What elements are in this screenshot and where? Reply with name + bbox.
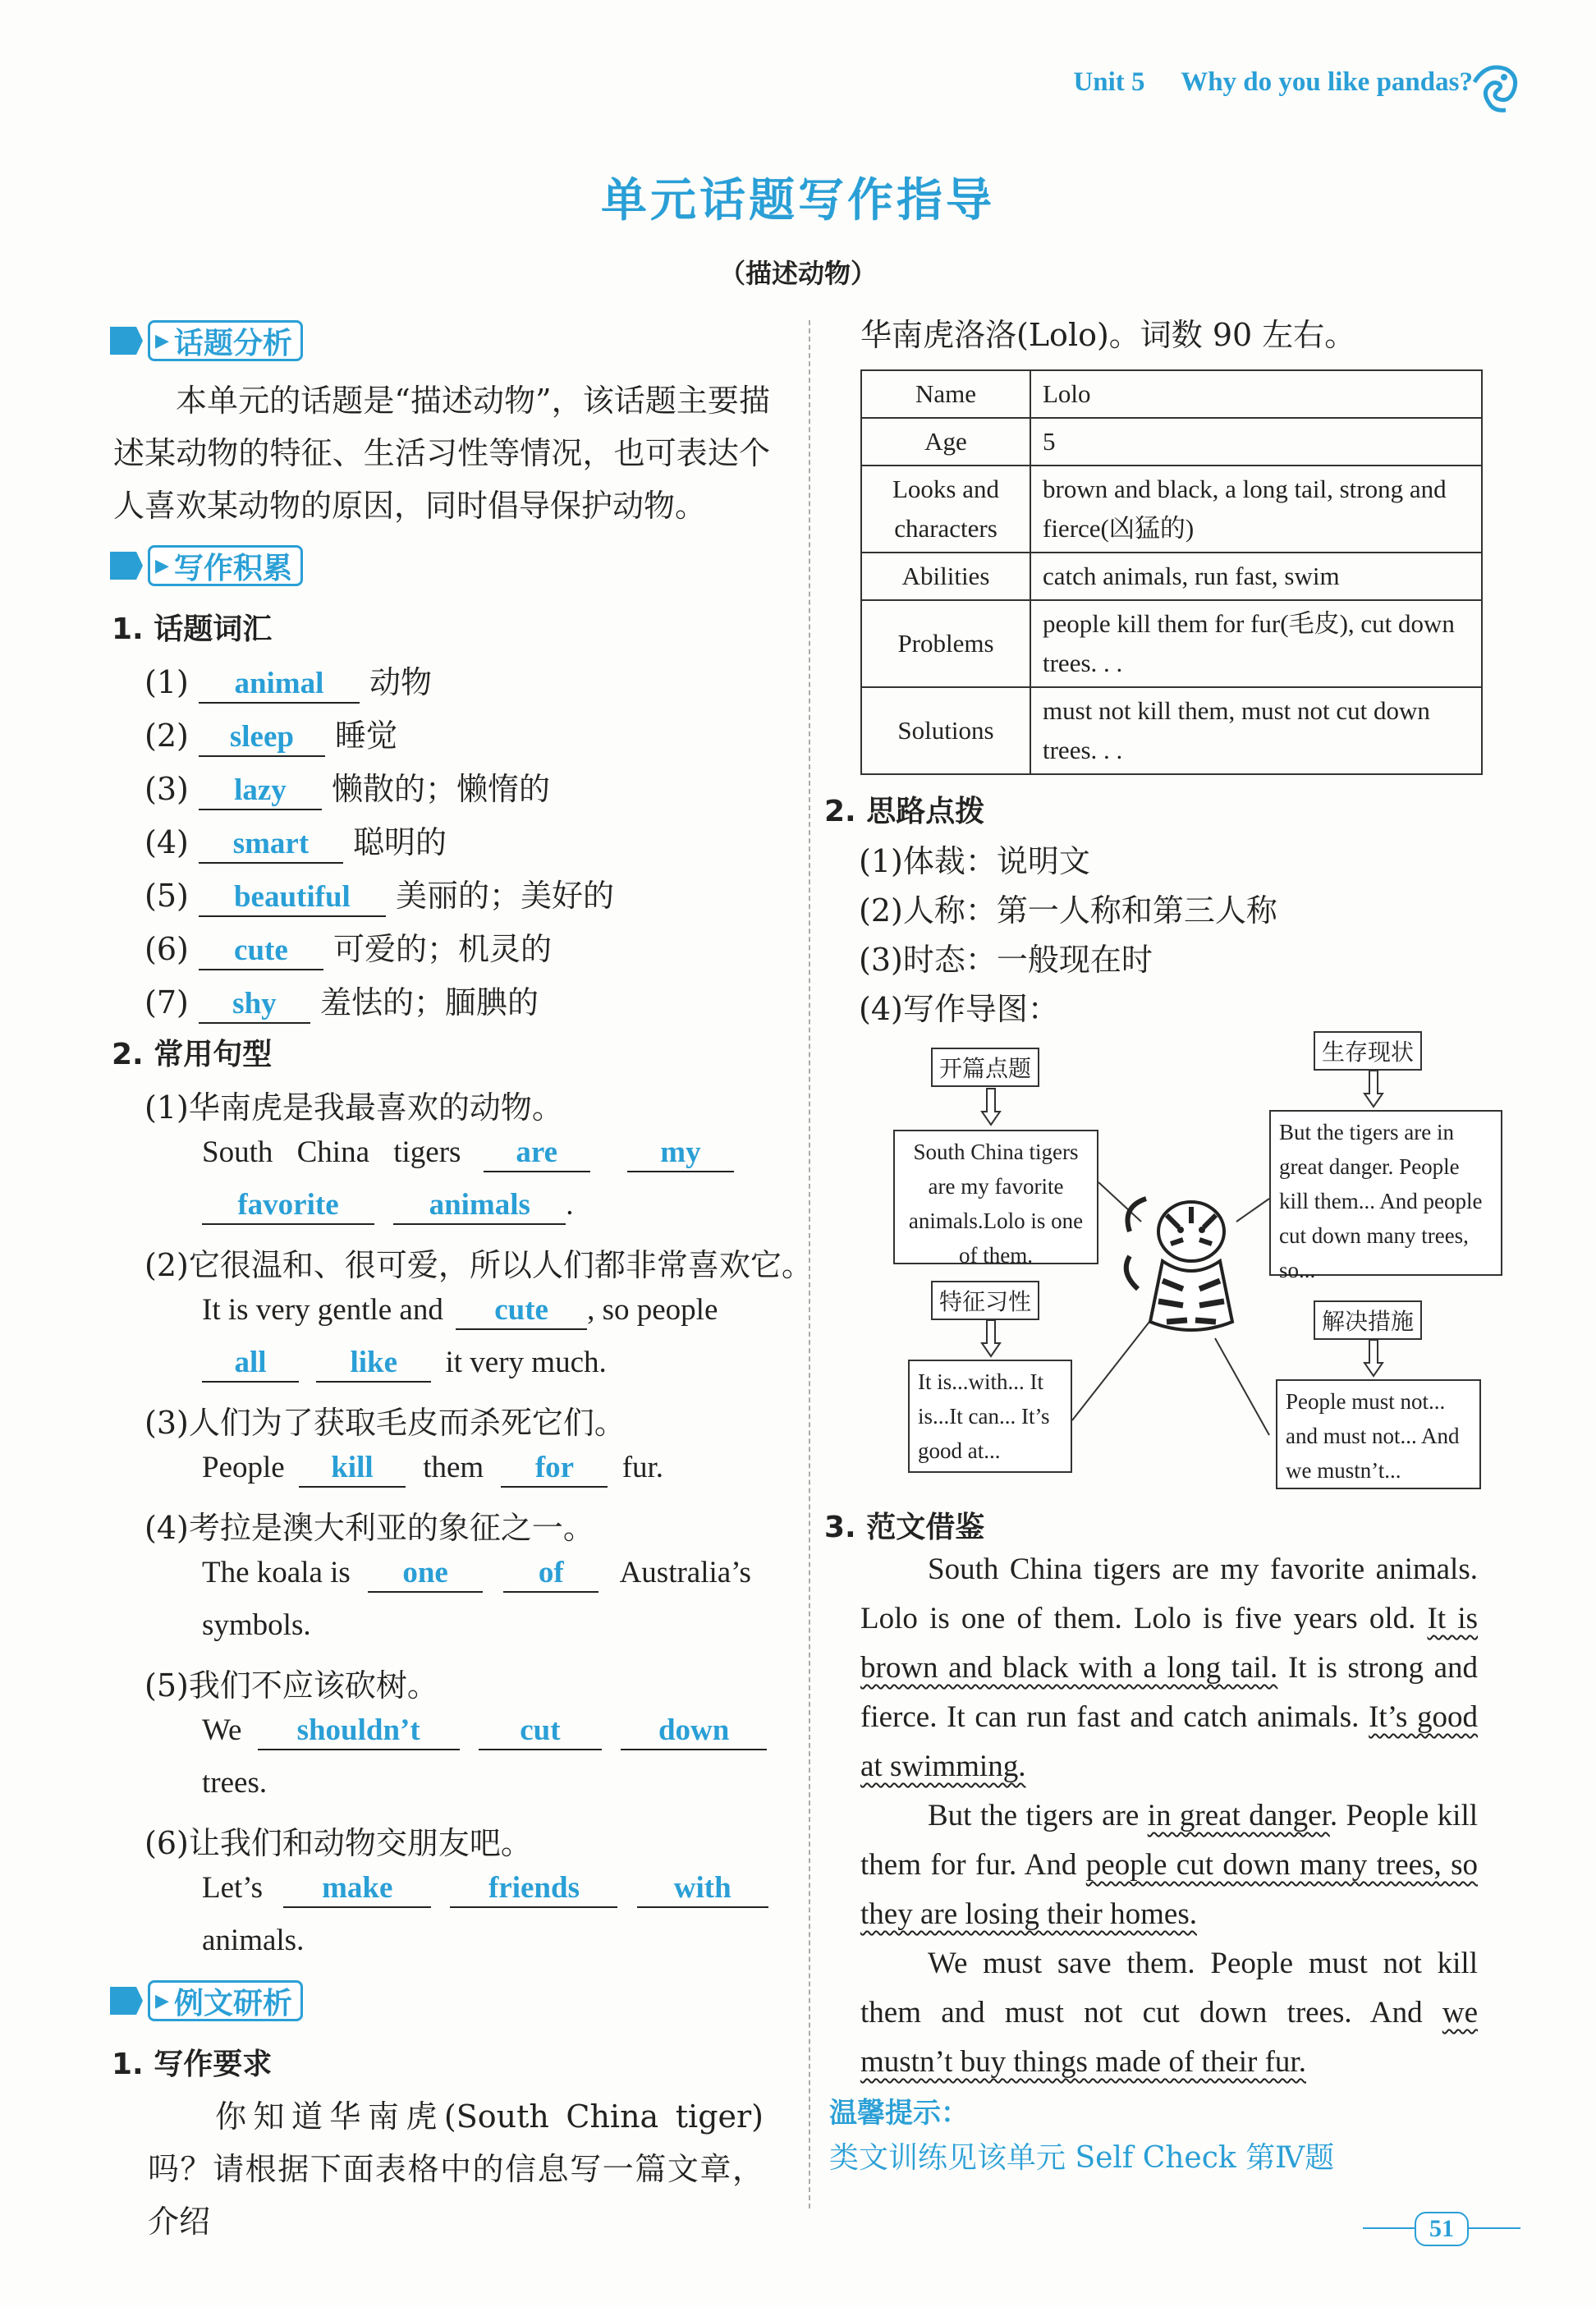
answer-blank: animal [199, 666, 360, 704]
sample-heading: 3. 范文借鉴 [824, 1511, 985, 1544]
section-topic-label: 话题分析 [173, 326, 292, 360]
running-header [1073, 67, 1473, 98]
page-subtitle: （描述动物） [718, 258, 877, 289]
requirement-text-left [148, 2090, 764, 2240]
sentence-en: Let’s make friends with [202, 1870, 768, 1908]
sample-paragraph-3: We must save them. People must not kill them and must not cut down trees. And we mustn’t buy things made of their fur. [860, 1947, 1478, 2079]
answer-blank: smart [199, 826, 343, 864]
answer-blank: one [368, 1555, 483, 1593]
vocab-item: (2) sleep 睡觉 [144, 710, 397, 757]
mindmap-tag-features: 特征习性 [931, 1281, 1039, 1320]
idea-item: (1)体裁：说明文 [859, 843, 1090, 879]
table-row: Problems people kill them for fur(毛皮), cut down trees. . . [861, 600, 1482, 687]
sentence-en: favorite animals . [202, 1187, 574, 1225]
table-row: Name Lolo [861, 370, 1482, 418]
down-arrow-icon [980, 1089, 1002, 1126]
down-arrow-icon [1363, 1340, 1384, 1378]
idea-item: (4)写作导图： [859, 991, 1059, 1027]
table-row: Solutions must not kill them, must not cut down trees. . . [861, 687, 1482, 774]
page-number [1396, 2212, 1488, 2246]
play-triangle-icon: ▶ [155, 330, 169, 351]
section-topic-heading [110, 320, 303, 361]
down-arrow-icon [980, 1320, 1002, 1358]
info-table [860, 369, 1483, 775]
answer-blank: all [202, 1345, 299, 1383]
sentence-cn: (4)考拉是澳大利亚的象征之一。 [144, 1510, 594, 1546]
answer-blank: down [621, 1713, 767, 1750]
sentence-en: It is very gentle and cute , so people [202, 1292, 718, 1330]
requirement-text-continued: 华南虎洛洛(Lolo)。词数 90 左右。 [860, 317, 1356, 353]
section-accum-label: 写作积累 [173, 551, 292, 585]
requirement-text: 你知道华南虎(South China tiger)吗？请根据下面表格中的信息写一篇文章，介绍 [148, 2098, 764, 2240]
answer-blank: my [627, 1135, 734, 1172]
heading-marker-icon [110, 1987, 143, 2015]
mindmap-tag-opening: 开篇点题 [931, 1048, 1039, 1087]
mindmap-tag-solutions: 解决措施 [1314, 1300, 1422, 1340]
sentence-en: animals. [202, 1924, 305, 1957]
sample-paragraph-1: South China tigers are my favorite animals. Lolo is one of them. Lolo is five years old. It is brown and black with a long tail. It is strong and fierce. It can run fast and catch animals. It’s good at swimming. [860, 1553, 1479, 1783]
tip-text: 类文训练见该单元 Self Check 第Ⅳ题 [829, 2141, 1335, 2175]
answer-blank: cute [199, 933, 323, 970]
play-triangle-icon: ▶ [155, 555, 169, 576]
answer-blank: make [283, 1870, 431, 1908]
answer-blank: for [501, 1450, 608, 1488]
answer-blank: friends [450, 1870, 617, 1908]
sentence-cn: (1)华南虎是我最喜欢的动物。 [144, 1089, 563, 1126]
answer-blank: are [484, 1135, 590, 1172]
answer-blank: lazy [199, 773, 322, 810]
sentence-en: South China tigers are my [202, 1135, 734, 1172]
vocab-item: (1) animal 动物 [144, 657, 432, 704]
answer-blank: with [637, 1870, 768, 1908]
sentence-en: trees. [202, 1766, 268, 1800]
sentence-en: all like it very much. [202, 1345, 607, 1383]
sentence-cn: (3)人们为了获取毛皮而杀死它们。 [144, 1405, 626, 1441]
section-accum-heading [110, 545, 303, 586]
table-row: Abilities catch animals, run fast, swim [861, 553, 1482, 600]
answer-blank: kill [299, 1450, 406, 1488]
vocab-heading: 1. 话题词汇 [112, 612, 273, 646]
heading-marker-icon [110, 327, 143, 355]
idea-item: (2)人称：第一人称和第三人称 [859, 892, 1277, 929]
sentence-cn: (5)我们不应该砍树。 [144, 1667, 438, 1704]
vocab-item: (4) smart 聪明的 [144, 817, 447, 864]
answer-blank: favorite [202, 1187, 374, 1225]
answer-blank: cute [456, 1292, 587, 1330]
answer-blank: like [316, 1345, 431, 1383]
sentence-cn: (2)它很温和、很可爱，所以人们都非常喜欢它。 [144, 1247, 813, 1283]
answer-blank: of [503, 1555, 598, 1593]
sample-paragraph-2: But the tigers are in great danger. People kill them for fur. And people cut down many trees, so they are losing their homes. [860, 1799, 1479, 1931]
table-row: Age 5 [861, 418, 1482, 466]
answer-blank: animals [393, 1187, 566, 1225]
tiger-icon [1121, 1182, 1261, 1346]
vocab-item: (5) beautiful 美丽的；美好的 [144, 870, 614, 917]
unit-label: Unit 5 [1073, 67, 1145, 97]
mindmap-box-features: It is...with... It is...It can... It’s good at... [908, 1360, 1072, 1473]
ideas-heading: 2. 思路点拨 [824, 795, 985, 828]
requirement-heading: 1. 写作要求 [112, 2048, 273, 2081]
answer-blank: sleep [199, 719, 325, 757]
answer-blank: beautiful [199, 879, 386, 917]
answer-blank: cut [479, 1713, 602, 1750]
sentence-en: The koala is one of Australia’s [202, 1555, 751, 1593]
sentence-cn: (6)让我们和动物交朋友吧。 [144, 1825, 532, 1861]
mindmap-box-solutions: People must not... and must not... And we mustn’t... [1276, 1379, 1481, 1489]
down-arrow-icon [1363, 1071, 1384, 1108]
topic-analysis-text: 本单元的话题是“描述动物”，该话题主要描述某动物的特征、生活习性等情况，也可表达个人喜欢某动物的原因，同时倡导保护动物。 [113, 383, 770, 524]
mindmap-box-status: But the tigers are in great danger. People kill them... And people cut down many trees, so... [1269, 1110, 1502, 1276]
mindmap-tag-status: 生存现状 [1314, 1031, 1422, 1071]
mindmap-box-opening: South China tigers are my favorite animals.Lolo is one of them. [893, 1130, 1098, 1264]
idea-item: (3)时态：一般现在时 [859, 942, 1153, 978]
sentence-en: symbols. [202, 1608, 311, 1642]
tip-heading: 温馨提示： [829, 2097, 969, 2130]
vocab-item: (7) shy 羞怯的；腼腆的 [144, 977, 539, 1024]
sentences-heading: 2. 常用句型 [112, 1038, 273, 1071]
page-title: 单元话题写作指导 [601, 174, 995, 227]
section-example-heading [110, 1980, 303, 2021]
play-triangle-icon: ▶ [155, 1990, 169, 2011]
sentence-en: People kill them for fur. [202, 1450, 663, 1488]
answer-blank: shy [199, 986, 310, 1024]
vocab-item: (3) lazy 懒散的；懒惰的 [144, 764, 550, 810]
vocab-item: (6) cute 可爱的；机灵的 [144, 924, 552, 970]
table-row: Looks and characters brown and black, a long tail, strong and fierce(凶猛的) [861, 466, 1482, 553]
unit-title: Why do you like pandas? [1181, 67, 1473, 97]
sentence-en: We shouldn’t cut down [202, 1713, 767, 1750]
section-example-label: 例文研析 [173, 1986, 292, 2020]
heading-marker-icon [110, 552, 143, 580]
chameleon-icon [1470, 57, 1522, 115]
answer-blank: shouldn’t [258, 1713, 460, 1750]
page-number-value: 51 [1415, 2212, 1469, 2246]
